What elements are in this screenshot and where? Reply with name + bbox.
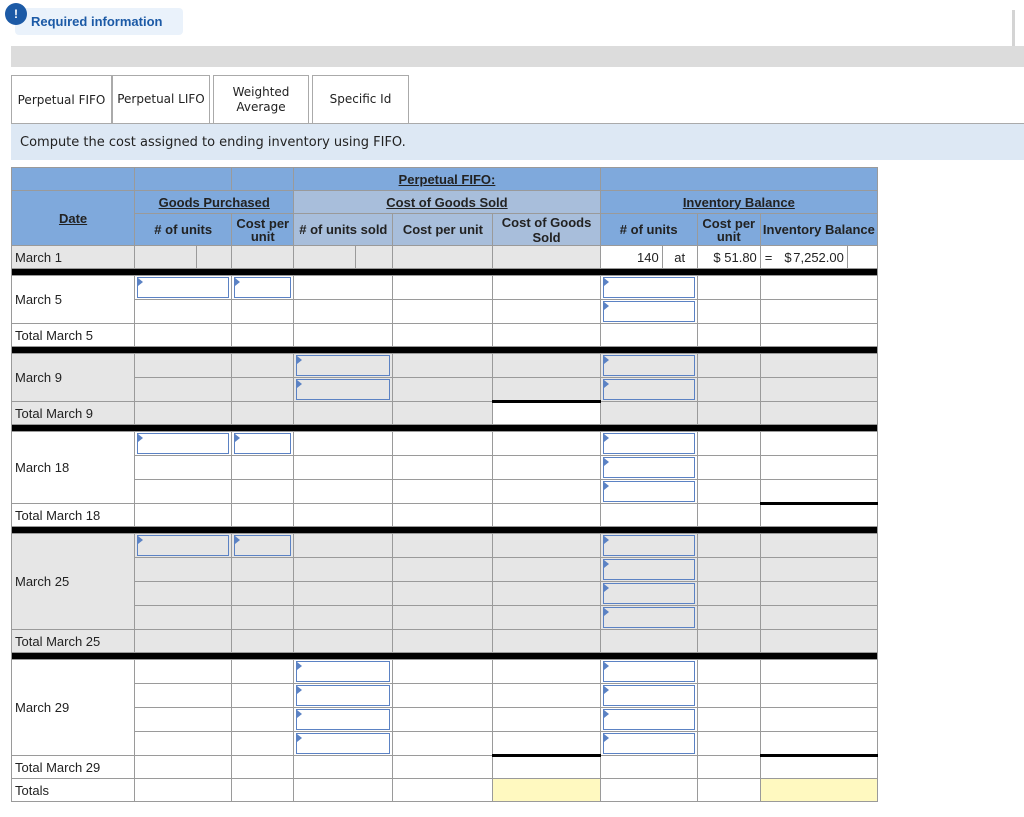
row-label: March 29 <box>12 660 135 756</box>
bal-units-input[interactable] <box>603 709 695 730</box>
bal-units-input[interactable] <box>603 661 695 682</box>
row-label: March 25 <box>12 534 135 630</box>
table-row-march29 <box>12 660 878 684</box>
table-row-march25 <box>12 534 878 558</box>
date-header: Date <box>12 191 135 246</box>
sold-units-input[interactable] <box>296 709 390 730</box>
row-label: March 1 <box>12 246 135 269</box>
pur-units-input[interactable] <box>137 277 229 298</box>
table-row-total-march25 <box>12 630 878 653</box>
table-row-total-march29 <box>12 756 878 779</box>
march1-at: at <box>662 246 697 269</box>
table-row-total-march9 <box>12 402 878 425</box>
divider-edge <box>1012 10 1024 46</box>
pur-units-input[interactable] <box>137 535 229 556</box>
sold-units-input[interactable] <box>296 661 390 682</box>
bal-units-input[interactable] <box>603 355 695 376</box>
bal-units-input[interactable] <box>603 433 695 454</box>
cogs-header: Cost of Goods Sold <box>294 191 600 214</box>
row-label: Total March 25 <box>12 630 135 653</box>
tab-weighted-average[interactable]: Weighted Average <box>213 75 309 124</box>
sold-units-input[interactable] <box>296 733 390 754</box>
row-label: Total March 29 <box>12 756 135 779</box>
col-pur-cost: Cost per unit <box>232 214 294 246</box>
fifo-table <box>11 167 878 802</box>
row-label: Total March 5 <box>12 324 135 347</box>
sold-units-input[interactable] <box>296 379 390 400</box>
total-inventory-cell[interactable] <box>760 779 877 802</box>
march1-units: 140 <box>600 246 662 269</box>
tab-perpetual-fifo[interactable]: Perpetual FIFO <box>11 75 112 124</box>
table-row-total-march18 <box>12 504 878 527</box>
tab-specific-id[interactable]: Specific Id <box>312 75 409 124</box>
inventory-balance-header: Inventory Balance <box>600 191 877 214</box>
col-cogs: Cost of Goods Sold <box>493 214 600 246</box>
bal-units-input[interactable] <box>603 733 695 754</box>
table-row-totals <box>12 779 878 802</box>
row-label: Totals <box>12 779 135 802</box>
table-row-total-march5 <box>12 324 878 347</box>
table-row-march5 <box>12 276 878 300</box>
table-row-march1: March 1 140 at $ 51.80 = $ 7,252.00 <box>12 246 878 269</box>
col-bal-total: Inventory Balance <box>760 214 877 246</box>
bal-units-input[interactable] <box>603 685 695 706</box>
bal-units-input[interactable] <box>603 559 695 580</box>
col-pur-units: # of units <box>135 214 232 246</box>
march1-total: 7,252.00 <box>793 249 844 265</box>
bal-units-input[interactable] <box>603 583 695 604</box>
instruction-text: Compute the cost assigned to ending inventory using FIFO. <box>20 135 406 150</box>
sold-units-input[interactable] <box>296 685 390 706</box>
bal-units-input[interactable] <box>603 379 695 400</box>
bal-units-input[interactable] <box>603 457 695 478</box>
col-sold-units: # of units sold <box>294 214 393 246</box>
pur-cost-input[interactable] <box>234 277 291 298</box>
bal-units-input[interactable] <box>603 277 695 298</box>
march1-cost: $ 51.80 <box>697 246 760 269</box>
tab-perpetual-lifo[interactable]: Perpetual LIFO <box>112 75 210 124</box>
pur-cost-input[interactable] <box>234 433 291 454</box>
table-row-march9 <box>12 354 878 378</box>
pur-cost-input[interactable] <box>234 535 291 556</box>
goods-purchased-header: Goods Purchased <box>135 191 294 214</box>
alert-icon: ! <box>5 3 27 25</box>
sold-units-input[interactable] <box>296 355 390 376</box>
bal-units-input[interactable] <box>603 535 695 556</box>
row-label: Total March 9 <box>12 402 135 425</box>
bal-units-input[interactable] <box>603 607 695 628</box>
bal-units-input[interactable] <box>603 301 695 322</box>
col-sold-cost: Cost per unit <box>393 214 493 246</box>
row-label: March 18 <box>12 432 135 504</box>
total-cogs-cell[interactable] <box>493 779 600 802</box>
pur-units-input[interactable] <box>137 433 229 454</box>
table-title: Perpetual FIFO: <box>294 168 600 191</box>
bal-units-input[interactable] <box>603 481 695 502</box>
divider-bar <box>11 46 1024 67</box>
table-row-march18 <box>12 432 878 456</box>
required-info-label[interactable]: Required information <box>31 14 163 29</box>
col-bal-cost: Cost per unit <box>697 214 760 246</box>
row-label: March 5 <box>12 276 135 324</box>
row-label: March 9 <box>12 354 135 402</box>
row-label: Total March 18 <box>12 504 135 527</box>
col-bal-units: # of units <box>600 214 697 246</box>
